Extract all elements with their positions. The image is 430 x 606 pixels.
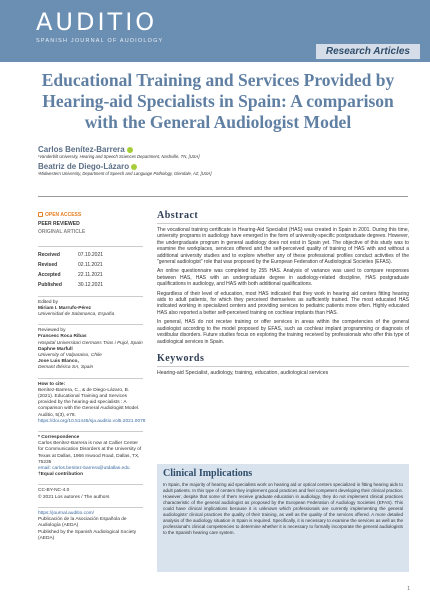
author-2-affiliation: ²Midwestern University, Department of Speech and Language Pathology, Glendale, AZ, [USA] — [38, 171, 212, 176]
date-row: Published 30.12.2021 — [38, 281, 104, 288]
section-label: Research Articles — [316, 44, 420, 59]
journal-header — [0, 0, 430, 62]
keywords-heading: Keywords — [157, 353, 409, 367]
article-info-column — [38, 212, 146, 542]
peer-reviewed: PEER REVIEWED — [38, 221, 80, 228]
license-badge: CC-BY-NC-4.0 — [38, 488, 70, 494]
orcid-icon[interactable] — [127, 147, 133, 153]
date-row: Received 07.10.2021 — [38, 251, 104, 258]
author-1-affiliation: ¹Vanderbilt University, Hearing and Speech Sciences Department, Nashville, TN, [USA] — [38, 154, 200, 159]
abstract-paragraph: Regardless of their level of education, most HAS indicated that they work in hearing aid centers fitting hearing aids to adult patients, for which they perceived themselves as sufficiently trained. The most educated HAS indicated working in specialized centers and providing services to pediatric patients more often. Highly educated HAS also reported a better self-perceived training on cochlear implants than HAS. — [157, 290, 409, 316]
clinical-implications-heading: Clinical Implications — [163, 468, 253, 479]
author-1: Carlos Benítez-Barrera — [38, 145, 398, 154]
correspondence: * Correspondence Carlos Benítez-Barrera is now at Callier Center for Communication Disorders at the University of Texas at Dallas, 1966 Inwood Road, Dallas, TX, 75235 email: carlos.benitez-barrera@utdallas.edu †Equal contribution — [38, 431, 143, 478]
article-type: ORIGINAL ARTICLE — [38, 229, 86, 236]
email-link[interactable]: email: carlos.benitez-barrera@utdallas.edu — [38, 466, 130, 472]
journal-subtitle: SPANISH JOURNAL OF AUDIOLOGY — [36, 38, 164, 44]
reviewed-by: Reviewed by Francesc Roca Ribas Hospital Universitari Germans Trias i Pujol, Spain Daphne Marfull University of Valparaiso, Chile Jose Luis Blanco, Demant Ibérica SA, Spain — [38, 324, 143, 371]
journal-url-link[interactable]: https://journal.auditio.com/ — [38, 510, 94, 516]
open-access-badge: OPEN ACCESS — [38, 212, 143, 218]
doi-link[interactable]: https://doi.org/10.51445/sja.auditio.vol5.2021.0078 — [38, 418, 146, 424]
article-title: Educational Training and Services Provided by Hearing-aid Specialists in Spain: A comparison with the General Audiologist Model — [41, 70, 395, 132]
how-to-cite: How to cite: Benítez-Barrera, C., & de Diego-Lázaro, B. (2021). Educational Training and Services provided by the hearing-aid specialists : A comparison with the General Audiologist Model. Auditio, 5(3), e78. https://doi.org/10.51445/sja.auditio.vol5.2021.0078 — [38, 378, 143, 425]
clinical-implications-box — [157, 464, 409, 572]
publisher-info: https://journal.auditio.com/ Publicación de la Asociación Española de Audiología (AEDA) Published by the Spanish Audiological Society (AEDA) — [38, 507, 143, 542]
journal-logo: AUDITIO — [36, 8, 158, 36]
author-list — [38, 142, 398, 176]
abstract-paragraph: An online questionnaire was completed by 255 HAS. Analysis of variance was used to compare responses between HAS, HAS with an undergraduate degree in audiology-related discipline, HAS postgraduate qualifications in audiology, and HAS with both additional qualifications. — [157, 268, 409, 288]
abstract-paragraph: The vocational training certificate in Hearing-Aid Specialist (HAS) was created in Spain in 2001. During this time, university programs in audiology have emerged in the form of university-specific postgraduate degrees. However, the undergraduate program in general audiology does not exist in Spain yet. The objective of this study was to examine the workplaces, services offered and the self-perceived quality of training of HAS with and without a additional university studies and to explore whether any of these professional profiles conduct activities of the "general audiologist" role that was proposed by the European Federation of Audiological Societies (EFAS). — [157, 227, 409, 266]
date-row: Accepted 22.11.2021 — [38, 271, 103, 278]
abstract-paragraph: In general, HAS do not receive training or offer services in areas within the competencies of the general audiologist according to the model proposed by EFAS, such as cochlear implant programming or diagnosis of vestibular disorders. Future studies focus on exploring the training received by professionals who offer this type of audiological services in Spain. — [157, 319, 409, 345]
clinical-implications-text: In Spain, the majority of hearing aid specialists work on hearing aid or optical centers specialized in fitting hearing aids to adult patients. In this type of centers they implement good practices and feel competent developing their clinical practice. However, despite that some of them receive graduate education in audiology, they do not implement clinical practices characteristic of the general audiologist as proposed by the European Federation of Audiology Societies (EFAS). This could have clinical implications because it is unknown which professionals are currently implementing the general audiologists' clinical practices the quality of their training, as well as the quality of the services offered. A more detailed analysis of the audiology situation in Spain is required. Specifically, it is necessary to examine the services as well as the professional's clinical competencies to determine whether it is necessary to formally incorporate the general audiologists to the Spanish hearing care system. — [163, 482, 403, 535]
author-2: Beatriz de Diego-Lázaro — [38, 162, 398, 171]
main-column — [157, 210, 409, 376]
orcid-icon[interactable] — [131, 164, 137, 170]
keywords-text: Hearing-aid Specialist, audiology, training, education, audiological services — [157, 369, 329, 376]
date-row: Revised 02.11.2021 — [38, 261, 103, 268]
divider — [38, 196, 408, 197]
edited-by: Edited by Miriam I. Marrufo-Pérez Universidad de Salamanca, España — [38, 296, 143, 319]
open-lock-icon — [38, 212, 43, 217]
page-number: 1 — [407, 586, 410, 592]
abstract-heading: Abstract — [157, 210, 409, 224]
article-dates — [38, 246, 143, 290]
license: CC-BY-NC-4.0 © 2021 Los autores / The authors — [38, 484, 143, 500]
